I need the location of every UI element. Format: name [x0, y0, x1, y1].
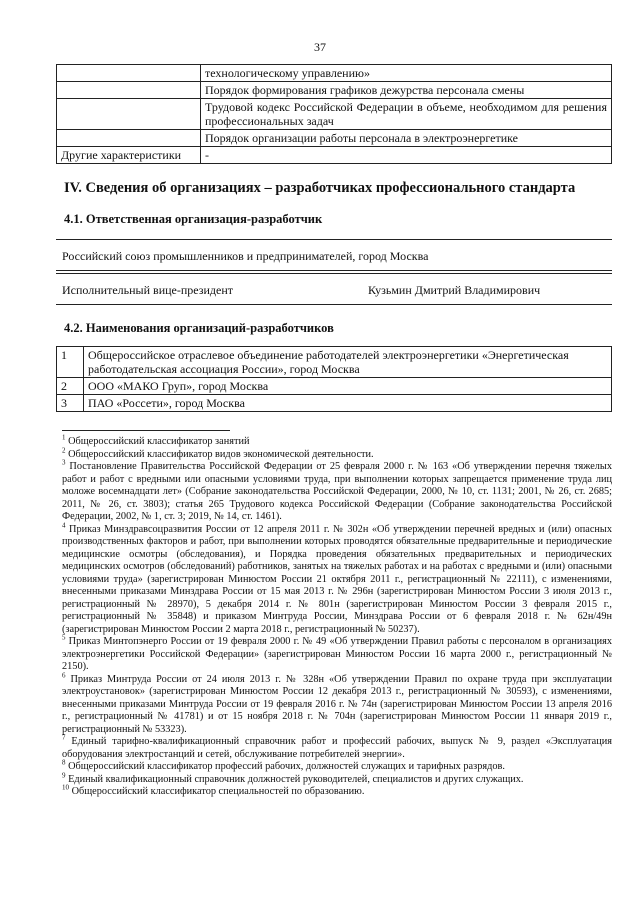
footnote-marker: 1	[62, 433, 66, 442]
table-row	[57, 347, 612, 378]
table-cell-label	[57, 99, 201, 130]
footnote	[62, 771, 612, 787]
footnote-marker: 7	[62, 733, 66, 742]
footnote	[62, 733, 612, 761]
developer-number: 3	[57, 395, 84, 412]
footnote-marker: 4	[62, 521, 66, 530]
footnote-marker: 2	[62, 446, 66, 455]
footnote-text: Общероссийский классификатор видов экономической деятельности.	[65, 448, 374, 460]
table-cell-value: Порядок организации работы персонала в электроэнергетике	[201, 130, 612, 147]
table-cell-label	[57, 65, 201, 82]
footnote	[62, 671, 612, 737]
subsection-title-developers: 4.2. Наименования организаций-разработчиков	[64, 321, 334, 335]
table-cell-value: технологическому управлению»	[201, 65, 612, 82]
table-row	[57, 99, 612, 130]
footnote	[62, 433, 612, 449]
footnote-marker: 6	[62, 671, 66, 680]
table-cell-label: Другие характеристики	[57, 147, 201, 164]
footnote-text: Приказ Минтруда России от 24 июля 2013 г. № 328н «Об утверждении Правил по охране труда при эксплуатации электроустановок» (зарегистрирован Минюстом России 12 декабря 2013 г., регистрационный № 30593), с изменениями, внесенными приказами Минтруда России от 19 февраля 2016 г. № 74н (зарегистрирован Минюстом России 13 апреля 2016 г., регистрационный № 41781) и от 15 ноября 2018 г. № 704н (зарегистрирован Минюстом России 11 января 2019 г., регистрационный № 53323).	[62, 673, 612, 735]
developer-number: 1	[57, 347, 84, 378]
table-row	[57, 65, 612, 82]
footnote	[62, 633, 612, 674]
footnote-marker: 10	[62, 783, 69, 792]
developer-name: Общероссийское отраслевое объединение работодателей электроэнергетики «Энергетическая работодательская ассоциация России», город Москва	[84, 347, 612, 378]
footnote-text: Общероссийский классификатор специальностей по образованию.	[69, 786, 365, 797]
footnote-marker: 8	[62, 758, 66, 767]
table-cell-value: Трудовой кодекс Российской Федерации в объеме, необходимом для решения профессиональных задач	[201, 99, 612, 130]
developer-number: 2	[57, 378, 84, 395]
signatory-box	[56, 273, 612, 305]
footnote-text: Общероссийский классификатор профессий рабочих, должностей служащих и тарифных разрядов.	[65, 761, 505, 772]
footnote	[62, 446, 612, 462]
footnote	[62, 783, 612, 799]
responsible-org-box	[56, 239, 612, 271]
table-cell-label	[57, 82, 201, 99]
footnote-text: Единый квалификационный справочник должностей руководителей, специалистов и других служащих.	[65, 773, 524, 785]
footnote	[62, 521, 612, 637]
footnote-marker: 9	[62, 771, 66, 780]
table-cell-value: Порядок формирования графиков дежурства персонала смены	[201, 82, 612, 99]
signatory-name: Кузьмин Дмитрий Владимирович	[368, 283, 541, 297]
table-row	[57, 395, 612, 412]
footnote-text: Постановление Правительства Российской Федерации от 25 февраля 2000 г. № 163 «Об утверждении перечня тяжелых работ и работ с вредными или опасными условиями труда, при выполнении которых запрещается применение труда лиц моложе восемнадцати лет» (Собрание законодательства Российской Федерации, 2000, № 10, ст. 1131; 2001, № 26, ст. 2685; 2011, № 26, ст. 3803); статья 265 Трудового кодекса Российской Федерации (Собрание законодательства Российской Федерации, 2002, № 1, ст. 3; 2019, № 14, ст. 1461).	[62, 461, 612, 522]
page-number: 37	[314, 40, 326, 54]
table-row	[57, 147, 612, 164]
org-name: Российский союз промышленников и предпринимателей, город Москва	[62, 249, 429, 263]
footnote-marker: 5	[62, 633, 66, 642]
subsection-title-responsible: 4.1. Ответственная организация-разработчик	[64, 212, 323, 226]
footnote	[62, 458, 612, 524]
table-row	[57, 130, 612, 147]
developer-name: ПАО «Россети», город Москва	[84, 395, 612, 412]
table-row	[57, 82, 612, 99]
footnote-text: Общероссийский классификатор занятий	[65, 436, 250, 447]
characteristics-table	[56, 64, 612, 164]
developers-table	[56, 346, 612, 412]
footnote-text: Приказ Минтопэнерго России от 19 февраля 2000 г. № 49 «Об утверждении Правил работы с персоналом в организациях электроэнергетики Российской Федерации» (зарегистрирован Минюстом России 16 марта 2000 г., регистрационный № 2150).	[62, 636, 612, 672]
table-row	[57, 378, 612, 395]
footnotes	[62, 433, 612, 799]
footnote-text: Приказ Минздравсоцразвития России от 12 апреля 2011 г. № 302н «Об утверждении перечней вредных и (или) опасных производственных факторов и работ, при выполнении которых проводятся обязательные предварительные и периодические медицинские осмотры (обследования), и Порядка проведения обязательных предварительных и периодических медицинских осмотров (обследований) работников, занятых на тяжелых работах и на работах с вредными и (или) опасными условиями труда» (зарегистрирован Минюстом России 21 октября 2011 г., регистрационный № 22111), с изменениями, внесенными приказами Минздрава России от 15 мая 2013 г. № 296н (зарегистрирован Минюстом России 3 июля 2013 г., регистрационный № 28970), 5 декабря 2014 г. № 801н (зарегистрирован Минюстом России 3 февраля 2015 г., регистрационный № 35848) и приказом Минтруда России, Минздрава России от 6 февраля 2018 г. № 62н/49н (зарегистрирован Минюстом России 2 марта 2018 г., регистрационный № 50237).	[62, 523, 612, 635]
footnote	[62, 758, 612, 774]
signatory-position: Исполнительный вице-президент	[62, 283, 234, 297]
footnote-divider	[62, 430, 230, 431]
section-title: IV. Сведения об организациях – разработчиках профессионального стандарта	[64, 180, 576, 196]
footnote-text: Единый тарифно-квалификационный справочник работ и профессий рабочих, выпуск № 9, раздел «Эксплуатация оборудования электростанций и сетей, обслуживание потребителей энергии».	[62, 736, 612, 760]
developer-name: ООО «МАКО Груп», город Москва	[84, 378, 612, 395]
table-cell-label	[57, 130, 201, 147]
table-cell-value: -	[201, 147, 612, 164]
footnote-marker: 3	[62, 458, 66, 467]
